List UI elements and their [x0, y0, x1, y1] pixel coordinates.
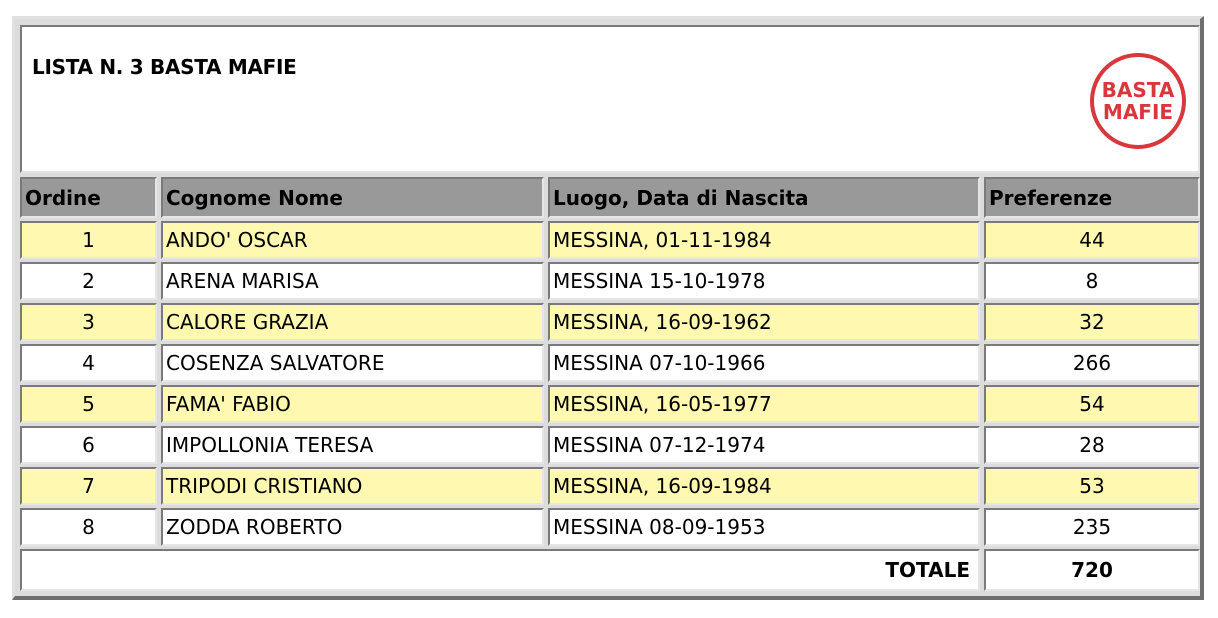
header-preferenze: Preferenze — [984, 177, 1200, 218]
table-row-nascita: MESSINA 07-12-1974 — [548, 426, 980, 464]
basta-mafie-logo — [1088, 51, 1188, 151]
table-row-preferenze: 53 — [984, 467, 1200, 505]
table-row-nascita: MESSINA, 16-09-1984 — [548, 467, 980, 505]
table-row-preferenze: 8 — [984, 262, 1200, 300]
totale-label: TOTALE — [20, 549, 980, 591]
table-row-ordine: 4 — [20, 344, 157, 382]
header-luogo-data: Luogo, Data di Nascita — [548, 177, 980, 218]
table-row-preferenze: 28 — [984, 426, 1200, 464]
logo-text-line2: MAFIE — [1102, 100, 1174, 124]
table-row-nome: FAMA' FABIO — [161, 385, 544, 423]
table-row-nascita: MESSINA, 16-09-1962 — [548, 303, 980, 341]
totale-value: 720 — [984, 549, 1200, 591]
table-row-nascita: MESSINA 08-09-1953 — [548, 508, 980, 546]
list-title: LISTA N. 3 BASTA MAFIE — [32, 55, 297, 79]
table-row-nascita: MESSINA 15-10-1978 — [548, 262, 980, 300]
table-row-nome: ZODDA ROBERTO — [161, 508, 544, 546]
table-row-nascita: MESSINA, 01-11-1984 — [548, 221, 980, 259]
header-cognome-nome: Cognome Nome — [161, 177, 544, 218]
table-row-ordine: 3 — [20, 303, 157, 341]
table-row-nascita: MESSINA 07-10-1966 — [548, 344, 980, 382]
table-row-preferenze: 266 — [984, 344, 1200, 382]
table-row-ordine: 7 — [20, 467, 157, 505]
table-row-nome: ANDO' OSCAR — [161, 221, 544, 259]
table-row-nome: CALORE GRAZIA — [161, 303, 544, 341]
list-header — [20, 25, 1200, 173]
table-row-ordine: 5 — [20, 385, 157, 423]
table-row-ordine: 8 — [20, 508, 157, 546]
table-row-preferenze: 235 — [984, 508, 1200, 546]
table-row-nome: COSENZA SALVATORE — [161, 344, 544, 382]
table-row-preferenze: 32 — [984, 303, 1200, 341]
header-ordine: Ordine — [20, 177, 157, 218]
table-row-preferenze: 44 — [984, 221, 1200, 259]
table-row-ordine: 2 — [20, 262, 157, 300]
table-row-nascita: MESSINA, 16-05-1977 — [548, 385, 980, 423]
table-row-preferenze: 54 — [984, 385, 1200, 423]
logo-text-line1: BASTA — [1101, 78, 1175, 102]
table-row-ordine: 6 — [20, 426, 157, 464]
table-row-nome: ARENA MARISA — [161, 262, 544, 300]
table-row-ordine: 1 — [20, 221, 157, 259]
table-row-nome: IMPOLLONIA TERESA — [161, 426, 544, 464]
table-row-nome: TRIPODI CRISTIANO — [161, 467, 544, 505]
